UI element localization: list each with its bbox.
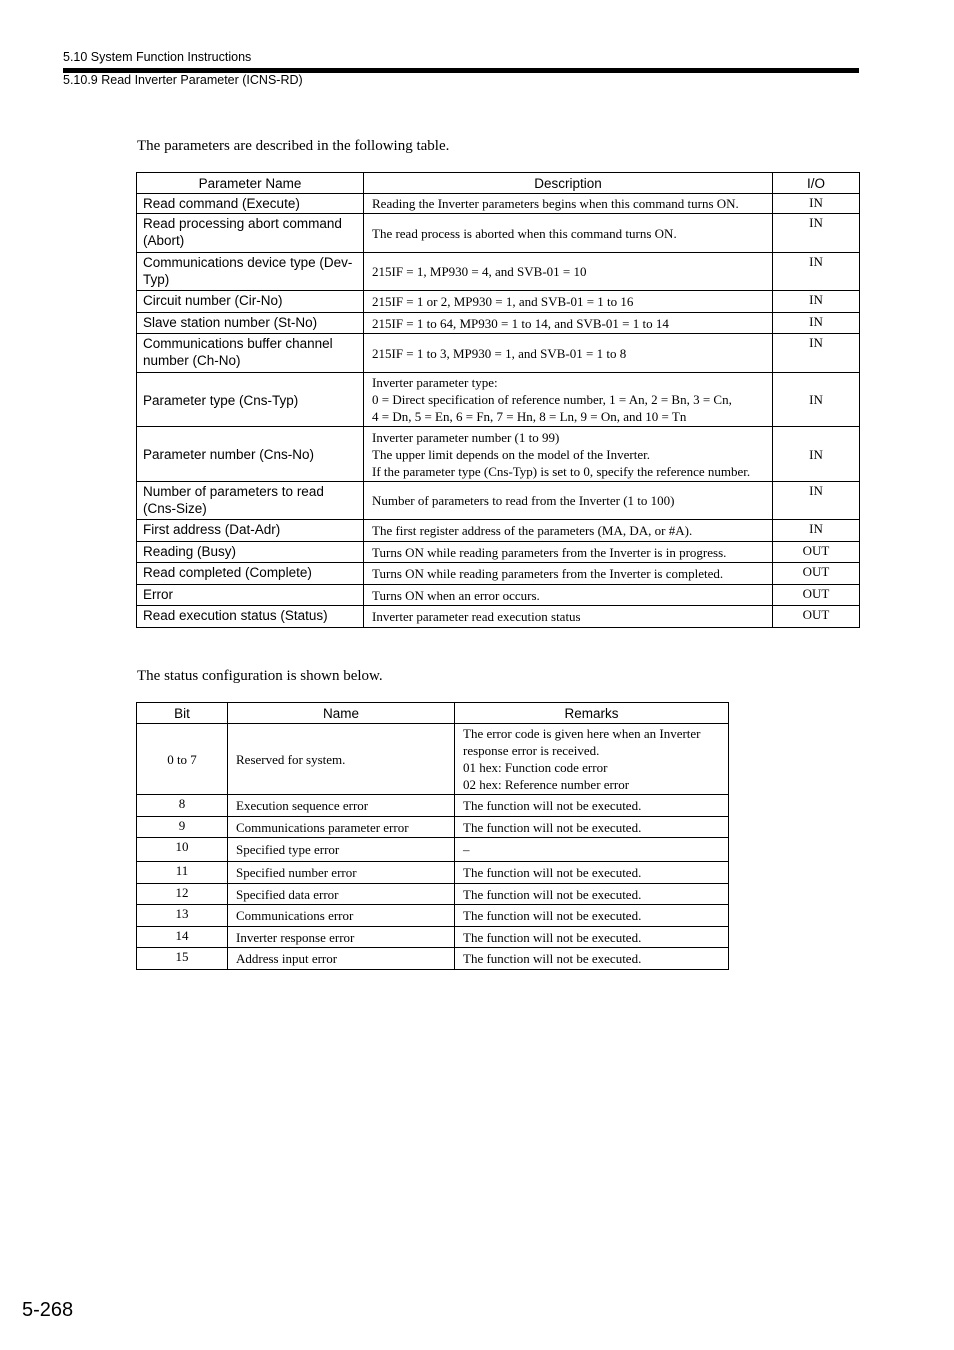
column-header: Description	[364, 173, 773, 194]
description-cell: Turns ON while reading parameters from the Inverter is in progress.	[364, 542, 773, 563]
description-line: The upper limit depends on the model of the Inverter.	[372, 446, 650, 462]
remarks-cell: –	[455, 838, 729, 862]
table-row	[137, 838, 729, 862]
bit-cell: 9	[137, 817, 228, 838]
parameter-name-cell: Reading (Busy)	[137, 542, 364, 563]
parameters-table	[136, 172, 860, 628]
description-cell: Turns ON while reading parameters from the Inverter is completed.	[364, 563, 773, 585]
io-cell: IN	[773, 482, 860, 520]
parameter-name-cell: Slave station number (St-No)	[137, 313, 364, 334]
parameter-name-cell: Error	[137, 585, 364, 606]
parameter-name-cell: Read processing abort command (Abort)	[137, 214, 364, 253]
table-header-row	[137, 703, 729, 724]
bit-cell: 14	[137, 927, 228, 948]
status-name-cell: Inverter response error	[228, 927, 455, 948]
bit-cell: 11	[137, 862, 228, 884]
remarks-cell: The function will not be executed.	[455, 905, 729, 927]
io-cell: IN	[773, 373, 860, 427]
remarks-cell	[455, 724, 729, 795]
remarks-cell: The function will not be executed.	[455, 884, 729, 905]
status-name-cell: Specified data error	[228, 884, 455, 905]
remarks-line: The error code is given here when an Inverter	[463, 726, 701, 741]
io-cell: OUT	[773, 542, 860, 563]
subsection-header: 5.10.9 Read Inverter Parameter (ICNS-RD)	[63, 73, 303, 87]
parameter-name-cell: Read command (Execute)	[137, 194, 364, 214]
page-number: 5-268	[22, 1299, 74, 1321]
table-row	[137, 542, 860, 563]
remarks-cell: The function will not be executed.	[455, 795, 729, 817]
column-header: Bit	[137, 703, 228, 724]
io-cell: OUT	[773, 585, 860, 606]
description-cell: 215IF = 1, MP930 = 4, and SVB-01 = 10	[364, 253, 773, 291]
table-row	[137, 606, 860, 628]
bit-cell: 13	[137, 905, 228, 927]
parameter-name-cell: Circuit number (Cir-No)	[137, 291, 364, 313]
table-row	[137, 817, 729, 838]
description-cell: Number of parameters to read from the Inverter (1 to 100)	[364, 482, 773, 520]
table-row	[137, 948, 729, 970]
parameter-name-cell: Parameter number (Cns-No)	[137, 427, 364, 482]
bit-cell: 15	[137, 948, 228, 970]
remarks-cell: The function will not be executed.	[455, 927, 729, 948]
table-row	[137, 795, 729, 817]
remarks-cell: The function will not be executed.	[455, 817, 729, 838]
bit-cell: 10	[137, 838, 228, 862]
parameter-name-cell: Number of parameters to read (Cns-Size)	[137, 482, 364, 520]
description-cell: The read process is aborted when this command turns ON.	[364, 214, 773, 253]
table-row	[137, 373, 860, 427]
parameter-name-cell: Communications buffer channel number (Ch-No)	[137, 334, 364, 373]
status-name-cell: Execution sequence error	[228, 795, 455, 817]
remarks-cell: The function will not be executed.	[455, 862, 729, 884]
table-row	[137, 585, 860, 606]
table-row	[137, 884, 729, 905]
column-header: Remarks	[455, 703, 729, 724]
table-row	[137, 253, 860, 291]
io-cell: IN	[773, 291, 860, 313]
parameter-name-cell: Parameter type (Cns-Typ)	[137, 373, 364, 427]
section-header: 5.10 System Function Instructions	[63, 50, 252, 64]
remarks-cell: The function will not be executed.	[455, 948, 729, 970]
table-row	[137, 194, 860, 214]
table-row	[137, 724, 729, 795]
table-row	[137, 482, 860, 520]
status-name-cell: Specified number error	[228, 862, 455, 884]
io-cell: OUT	[773, 606, 860, 628]
description-line: 0 = Direct specification of reference number, 1 = An, 2 = Bn, 3 = Cn,	[372, 392, 732, 407]
description-cell: Reading the Inverter parameters begins when this command turns ON.	[364, 194, 773, 214]
io-cell: IN	[773, 334, 860, 373]
description-line: 4 = Dn, 5 = En, 6 = Fn, 7 = Hn, 8 = Ln, 9 = On, and 10 = Tn	[372, 409, 687, 424]
parameter-name-cell: Read completed (Complete)	[137, 563, 364, 585]
status-name-cell: Reserved for system.	[228, 724, 455, 795]
description-line: Inverter parameter type:	[372, 375, 498, 390]
table-row	[137, 520, 860, 542]
io-cell: IN	[773, 313, 860, 334]
remarks-line: 01 hex: Function code error	[463, 760, 608, 775]
description-cell	[364, 373, 773, 427]
io-cell: IN	[773, 520, 860, 542]
table-row	[137, 862, 729, 884]
table-row	[137, 927, 729, 948]
description-cell: 215IF = 1 to 3, MP930 = 1, and SVB-01 = 1 to 8	[364, 334, 773, 373]
table-row	[137, 563, 860, 585]
column-header: Parameter Name	[137, 173, 364, 194]
io-cell: IN	[773, 194, 860, 214]
description-cell: Inverter parameter read execution status	[364, 606, 773, 628]
status-intro-text: The status configuration is shown below.	[137, 668, 383, 684]
bit-cell: 0 to 7	[137, 724, 228, 795]
column-header: Name	[228, 703, 455, 724]
column-header: I/O	[773, 173, 860, 194]
status-name-cell: Communications error	[228, 905, 455, 927]
remarks-line: response error is received.	[463, 743, 600, 758]
table-row	[137, 313, 860, 334]
parameter-name-cell: Communications device type (Dev-Typ)	[137, 253, 364, 291]
io-cell: IN	[773, 253, 860, 291]
description-cell: 215IF = 1 to 64, MP930 = 1 to 14, and SVB-01 = 1 to 14	[364, 313, 773, 334]
io-cell: IN	[773, 214, 860, 253]
description-line: If the parameter type (Cns-Typ) is set to 0, specify the reference number.	[372, 463, 751, 479]
params-intro-text: The parameters are described in the following table.	[137, 138, 450, 154]
io-cell: OUT	[773, 563, 860, 585]
table-row	[137, 291, 860, 313]
table-row	[137, 214, 860, 253]
table-row	[137, 427, 860, 482]
parameter-name-cell: Read execution status (Status)	[137, 606, 364, 628]
bit-cell: 12	[137, 884, 228, 905]
description-cell: 215IF = 1 or 2, MP930 = 1, and SVB-01 = 1 to 16	[364, 291, 773, 313]
description-line: Inverter parameter number (1 to 99)	[372, 429, 560, 445]
remarks-line: 02 hex: Reference number error	[463, 777, 630, 792]
description-cell	[364, 427, 773, 482]
status-name-cell: Specified type error	[228, 838, 455, 862]
status-table	[136, 702, 729, 970]
description-cell: The first register address of the parameters (MA, DA, or #A).	[364, 520, 773, 542]
status-name-cell: Communications parameter error	[228, 817, 455, 838]
io-cell: IN	[773, 427, 860, 482]
table-row	[137, 905, 729, 927]
table-row	[137, 334, 860, 373]
bit-cell: 8	[137, 795, 228, 817]
description-cell: Turns ON when an error occurs.	[364, 585, 773, 606]
status-name-cell: Address input error	[228, 948, 455, 970]
table-header-row	[137, 173, 860, 194]
parameter-name-cell: First address (Dat-Adr)	[137, 520, 364, 542]
